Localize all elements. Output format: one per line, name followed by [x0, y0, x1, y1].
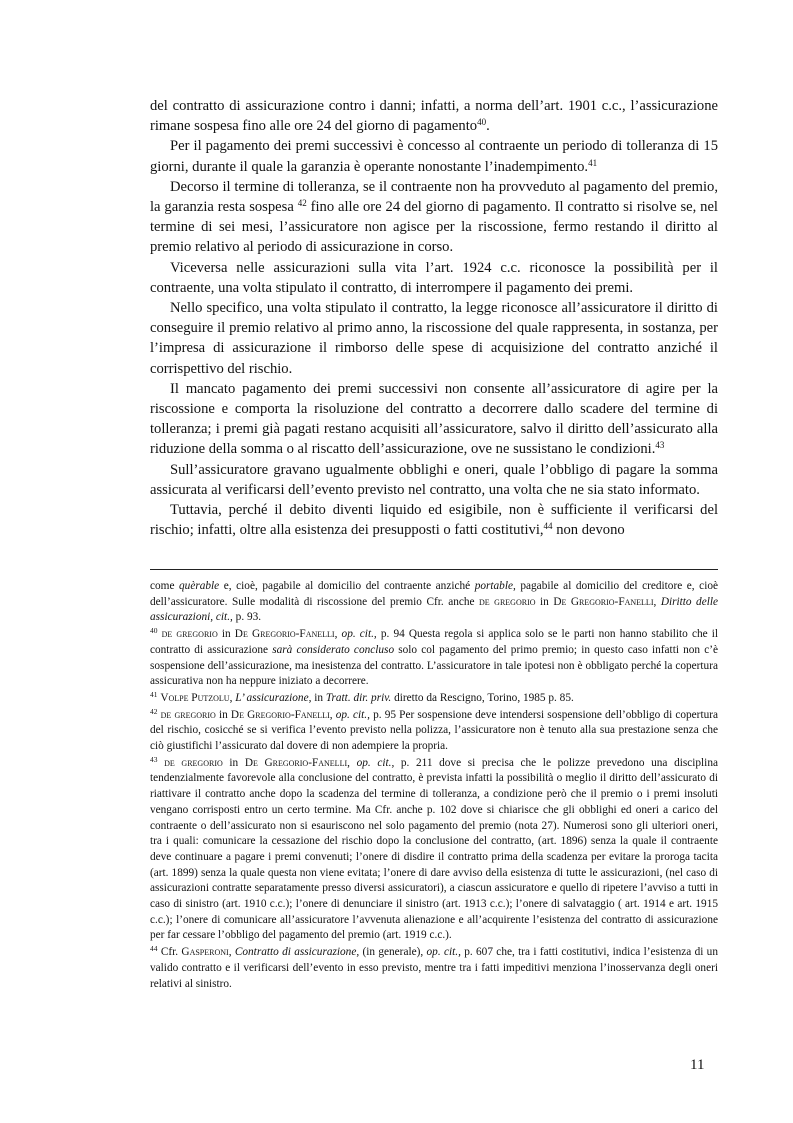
paragraph: Tuttavia, perché il debito diventi liquido ed esigibile, non è sufficiente il verificarsi del rischio; infatti, oltre alla esistenza dei presupposti o fatti costitutivi,$^{44}$ non devono — [150, 502, 718, 539]
main-text — [150, 96, 718, 540]
footnote-ref: 42 — [297, 198, 307, 209]
footnote-continued: come quèrable e, cioè, pagabile al domicilio del contraente anziché portable, pagabile al domicilio del creditore e, cioè dell’assicuratore. Sulle modalità di riscossione del premio Cfr. anche de gregorio in De Gregorio-Fanelli, Diritto delle assicurazioni, cit., p. 93. — [150, 580, 719, 624]
paragraph: del contratto di assicurazione contro i danni; infatti, a norma dell’art. 1901 c.c., l’assicurazione rimane sospesa fino alle ore 24 del giorno di pagamento$^{40}$. — [150, 98, 718, 135]
paragraph: Per il pagamento dei premi successivi è concesso al contraente un periodo di tolleranza di 15 giorni, durante il quale la garanzia è operante nonostante l’inadempimento.$^{41}$ — [150, 138, 718, 175]
footnote-41: $^{41}$ Volpe Putzolu, L’ assicurazione, in Tratt. dir. priv. diretto da Rescigno, Torino, 1985 p. 85. — [150, 689, 574, 704]
paragraph: Viceversa nelle assicurazioni sulla vita l’art. 1924 c.c. riconosce la possibilità per il contraente, una volta stipulato il contratto, di interrompere il pagamento dei premi. — [150, 259, 718, 296]
footnote-ref: 43 — [655, 440, 665, 451]
page-number: 11 — [690, 1057, 705, 1073]
paragraph: Decorso il termine di tolleranza, se il contraente non ha provveduto al pagamento del premio, la garanzia resta sospesa $^{42}$ fino alle ore 24 del giorno di pagamento. Il contratto si risolve se, nel termine di sei mesi, l’assicuratore non agisce per la riscossione, fermo restando il diritto al premio relativo al periodo di assicurazione in corso. — [150, 178, 718, 256]
footnote-42: $^{42}$ de gregorio in De Gregorio-Fanelli, op. cit., p. 95 Per sospensione deve intendersi sospensione dell’obbligo di copertura del rischio, cosicché se si verifica l’evento previsto nella polizza, l’assicuratore non è tenuto alla sua prestazione senza che ciò giustifichi l’assicurato dal dovere di non adempiere la propria. — [150, 706, 719, 753]
footnote-ref: 44 — [543, 521, 553, 532]
footnotes — [150, 579, 718, 992]
footnote-ref: 40 — [477, 117, 487, 128]
footnote-43: $^{43}$ de gregorio in De Gregorio-Fanelli, op. cit., p. 211 dove si precisa che le polizze prevedono una disciplina tendenzialmente favorevole alla conclusione del contratto, è prevista infatti la possibilità o meglio il diritto dell’assicurato di riattivare il contratto anche dopo la scadenza del termine di tolleranza, a condizione però che il premio o i premi insoluti vengano corrisposti entro un certo termine. Ma Cfr. anche p. 102 dove si chiarisce che gli obblighi ed oneri a carico del contraente o dell’assicurato non si esauriscono nel solo pagamento del premio (nota 27). Numerosi sono gli ulteriori oneri, tra i quali: comunicare la cessazione del rischio dopo la conclusione del contratto, (art. 1896) senza la quale il contraente deve continuare a pagare i premi convenuti; l’onere di disdire il contratto prima della scadenza per evitare la proroga tacita (art. 1899) senza la quale questa non viene evitata; l’onere di dare avviso della esistenza di tutte le assicurazioni, (nel caso di assicurazioni contratte separatamente presso diversi assicuratori), a ciascun assicuratore e quello di ripetere l’avviso a tutti in caso di sinistro (art. 1910 c.c.); l’onere di denunciare il sinistro (art. 1913 c.c.); l’onere di salvataggio ( art. 1914 e art. 1915 c.c.); l’onere di comunicare all’assicuratore l’avvenuta alienazione e all’acquirente l’esistenza del contratto di assicurazione per far cessare l’obbligo del pagamento del premio (art. 1919 c.c.). — [150, 754, 718, 942]
paragraph: Il mancato pagamento dei premi successivi non consente all’assicuratore di agire per la riscossione e comporta la risoluzione del contratto a decorrere dallo scadere del termine di tolleranza; i premi già pagati restano acquisiti all’assicuratore, salvo il diritto dell’assicurato alla riduzione della somma o al riscatto dell’assicurazione, ove ne sussistano le condizioni.$^{43}$ — [150, 380, 718, 458]
paragraph: Nello specifico, una volta stipulato il contratto, la legge riconosce all’assicuratore il diritto di conseguire il premio relativo al primo anno, la riscossione del quale rappresenta, in sostanza, per l’impresa di assicurazione il rimborso delle spese di acquisizione del contratto anziché il corrispettivo del rischio. — [150, 300, 718, 377]
footnote-separator — [150, 569, 718, 570]
footnote-ref: 41 — [588, 157, 598, 168]
footnote-44: $^{44}$ Cfr. Gasperoni, Contratto di assicurazione, (in generale), op. cit., p. 607 che, tra i fatti costitutivi, indica l’esistenza di un valido contratto e il verificarsi dell’evento in esso previsto, mentre tra i fatti impeditivi menziona l’inosservanza degli oneri relativi al sinistro. — [150, 944, 718, 990]
footnote-40: $^{40}$ de gregorio in De Gregorio-Fanelli, op. cit., p. 94 Questa regola si applica solo se le parti non hanno stabilito che il contratto di assicurazione sarà considerato concluso solo col pagamento del primo premio; in questo caso infatti non c’è sospensione dell’assicurazione, ma inesistenza del contratto. L’assicuratore in tale ipotesi non è obbligato perché la copertura assicurativa non ha neppure iniziato a decorrere. — [150, 626, 719, 688]
paragraph: Sull’assicuratore gravano ugualmente obblighi e oneri, quale l’obbligo di pagare la somma assicurata al verificarsi dell’evento previsto nel contratto, una volta che ne sia stato informato. — [150, 461, 718, 498]
